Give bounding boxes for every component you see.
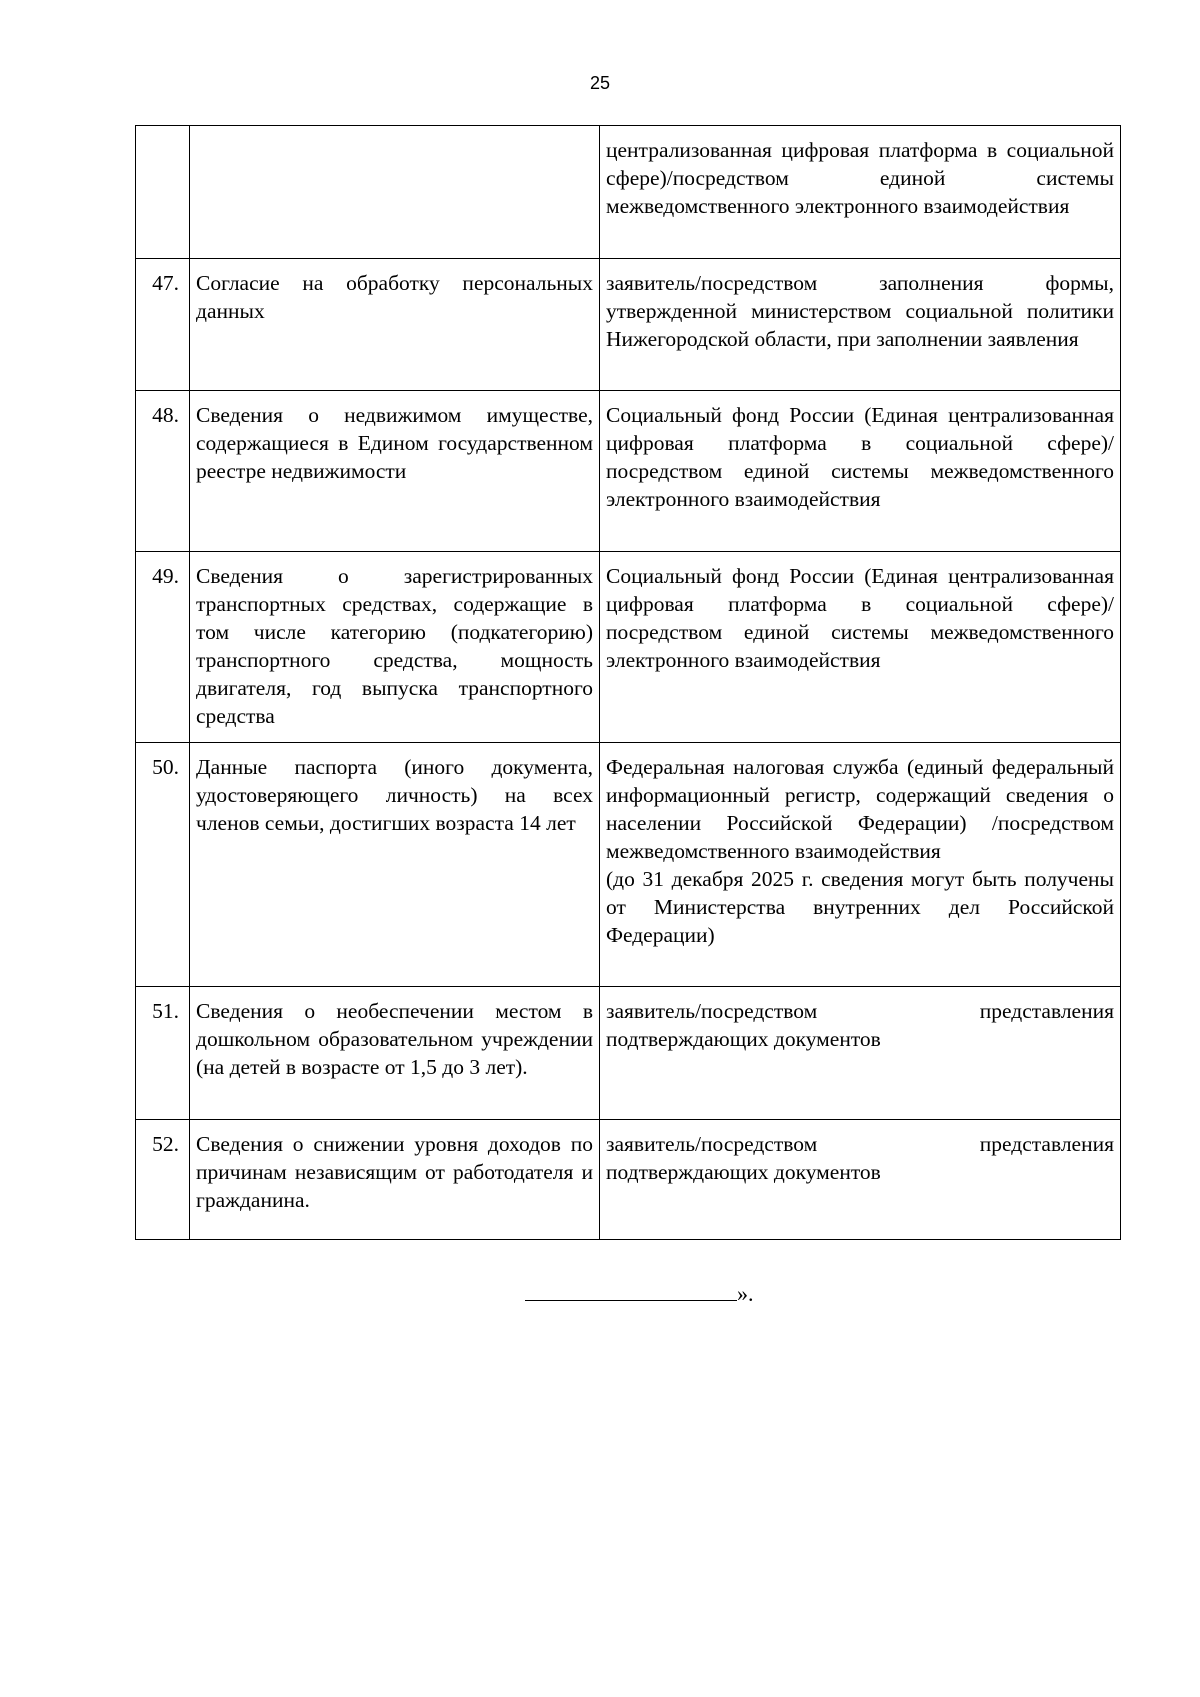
closing-mark [525, 1278, 825, 1308]
source-text: Федеральная налоговая служба (единый федеральный информационный регистр, содержащий сведения о населении Российской Федерации) /посредством межведомственного взаимодействия [606, 755, 1114, 863]
table-row [136, 1120, 1121, 1240]
document-name: Данные паспорта (иного документа, удостоверяющего личность) на всех членов семьи, достигших возраста 14 лет [190, 743, 600, 987]
document-name: Сведения о зарегистрированных транспортных средствах, содержащие в том числе категорию (подкатегорию) транспортного средства, мощность двигателя, год выпуска транспортного средства [190, 552, 600, 743]
document-source [600, 743, 1121, 987]
document-source [600, 259, 1121, 391]
document-source [600, 987, 1121, 1120]
document-source [600, 552, 1121, 743]
table-row [136, 987, 1121, 1120]
source-text: заявитель/посредством представления подтверждающих документов [606, 1132, 1114, 1184]
row-number: 51. [136, 987, 190, 1120]
document-source [600, 1120, 1121, 1240]
closing-quote: ». [737, 1281, 754, 1306]
source-text: заявитель/посредством представления подтверждающих документов [606, 999, 1114, 1051]
source-text: Социальный фонд России (Единая централизованная цифровая платформа в социальной сфере)/посредством единой системы межведомственного электронного взаимодействия [606, 564, 1114, 672]
source-text: заявитель/посредством заполнения формы, утвержденной министерством социальной политики Нижегородской области, при заполнении заявления [606, 271, 1114, 351]
table-row [136, 391, 1121, 552]
row-number: 50. [136, 743, 190, 987]
signature-line [525, 1278, 737, 1301]
document-name: Сведения о недвижимом имуществе, содержащиеся в Едином государственном реестре недвижимости [190, 391, 600, 552]
document-name: Согласие на обработку персональных данных [190, 259, 600, 391]
row-number: 48. [136, 391, 190, 552]
row-number: 49. [136, 552, 190, 743]
document-name: Сведения о необеспечении местом в дошкольном образовательном учреждении (на детей в возрасте от 1,5 до 3 лет). [190, 987, 600, 1120]
row-number [136, 126, 190, 259]
document-source [600, 126, 1121, 259]
table-row [136, 126, 1121, 259]
document-name: Сведения о снижении уровня доходов по причинам независящим от работодателя и гражданина. [190, 1120, 600, 1240]
document-source [600, 391, 1121, 552]
table-row [136, 259, 1121, 391]
table-row [136, 552, 1121, 743]
source-text: централизованная цифровая платформа в социальной сфере)/посредством единой системы межведомственного электронного взаимодействия [606, 138, 1114, 218]
source-text: Социальный фонд России (Единая централизованная цифровая платформа в социальной сфере)/посредством единой системы межведомственного электронного взаимодействия [606, 403, 1114, 511]
row-number: 47. [136, 259, 190, 391]
page-number: 25 [589, 73, 611, 93]
table-row [136, 743, 1121, 987]
document-name [190, 126, 600, 259]
documents-table [135, 125, 1121, 1240]
row-number: 52. [136, 1120, 190, 1240]
source-note: (до 31 декабря 2025 г. сведения могут быть получены от Министерства внутренних дел Российской Федерации) [606, 867, 1114, 947]
